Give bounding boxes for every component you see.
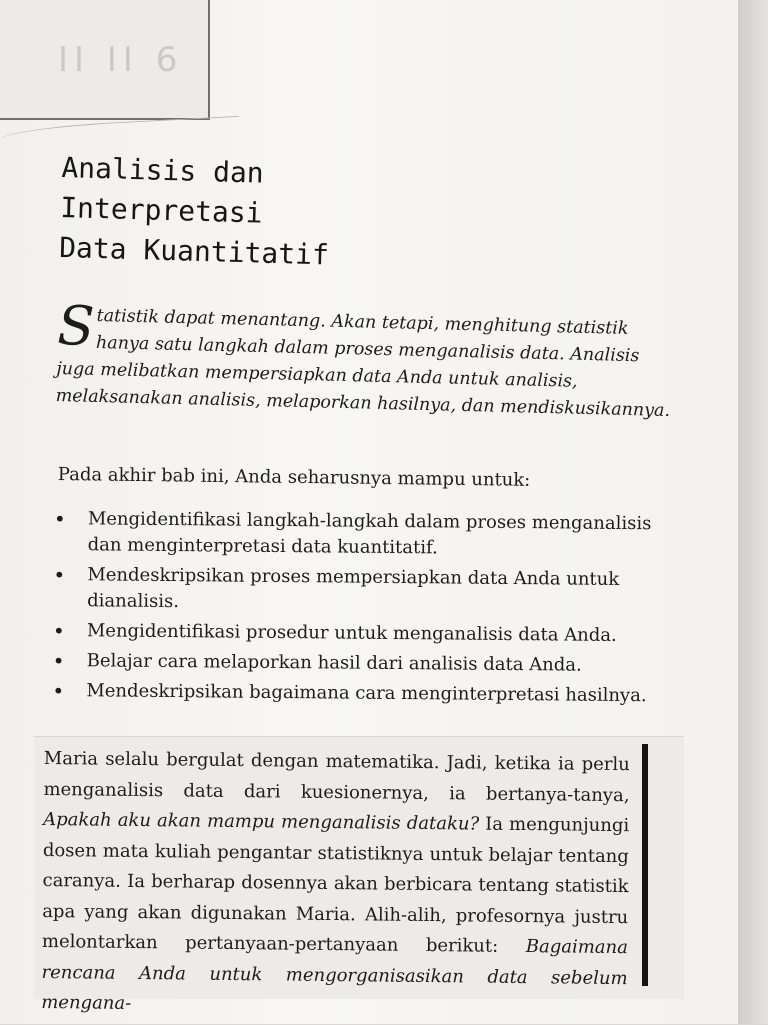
objectives-list [50,506,682,713]
case-text-part1: Maria selalu bergulat dengan matematika. Jadi, ketika ia perlu menganalisis data dari kuesionernya, ia bertanya-tanya, [43,747,630,806]
objective-item: • Mengidentifikasi prosedur untuk menganalisis data Anda. [51,618,681,649]
case-study-sidebar-rule [642,744,648,986]
objective-item: • Mendeskripsikan bagaimana cara menginterpretasi hasilnya. [50,678,680,709]
case-text-part4: Bagaimana rencana Anda untuk mengorganisasikan data sebelum mengana- [41,936,629,1014]
chapter-tab [0,0,210,120]
case-study-text [41,744,630,1025]
chapter-title-line1: Analisis dan Interpretasi [59,150,265,230]
objectives-lead: Pada akhir bab ini, Anda seharusnya mampu untuk: [57,463,531,491]
objective-item: • Mengidentifikasi langkah-langkah dalam proses menganalisis dan menginterpretasi data kuantitatif. [52,506,682,563]
chapter-title [59,148,482,280]
objective-item: • Belajar cara melaporkan hasil dari analisis data Anda. [51,648,681,679]
chapter-tab-label: II II 6 [58,40,184,80]
drop-cap: S [56,294,96,358]
intro-text: tatistik dapat menantang. Akan tetapi, menghitung statistik hanya satu langkah dalam proses menganalisis data. Analisis juga melibatkan mempersiapkan data Anda untuk analisis, melaksanakan analisis, melaporkan hasilnya, dan mendiskusikannya. [55,305,671,421]
chapter-title-line2: Data Kuantitatif [58,230,330,272]
page-edge-shadow [738,0,768,1024]
case-text-part2: Apakah aku akan mampu menganalisis dataku? [43,808,480,835]
case-text-part3: Ia mengunjungi dosen mata kuliah pengantar statistiknya untuk belajar tentang caranya. Ia berharap dosennya akan berbicara tentang statistik apa yang akan digunakan Maria. Alih-alih, profesornya justru melontarkan pertanyaan-pertanyaan berikut: [41,813,630,958]
objective-item: • Mendeskripsikan proses mempersiapkan data Anda untuk dianalisis. [51,562,681,619]
intro-paragraph [55,294,677,425]
